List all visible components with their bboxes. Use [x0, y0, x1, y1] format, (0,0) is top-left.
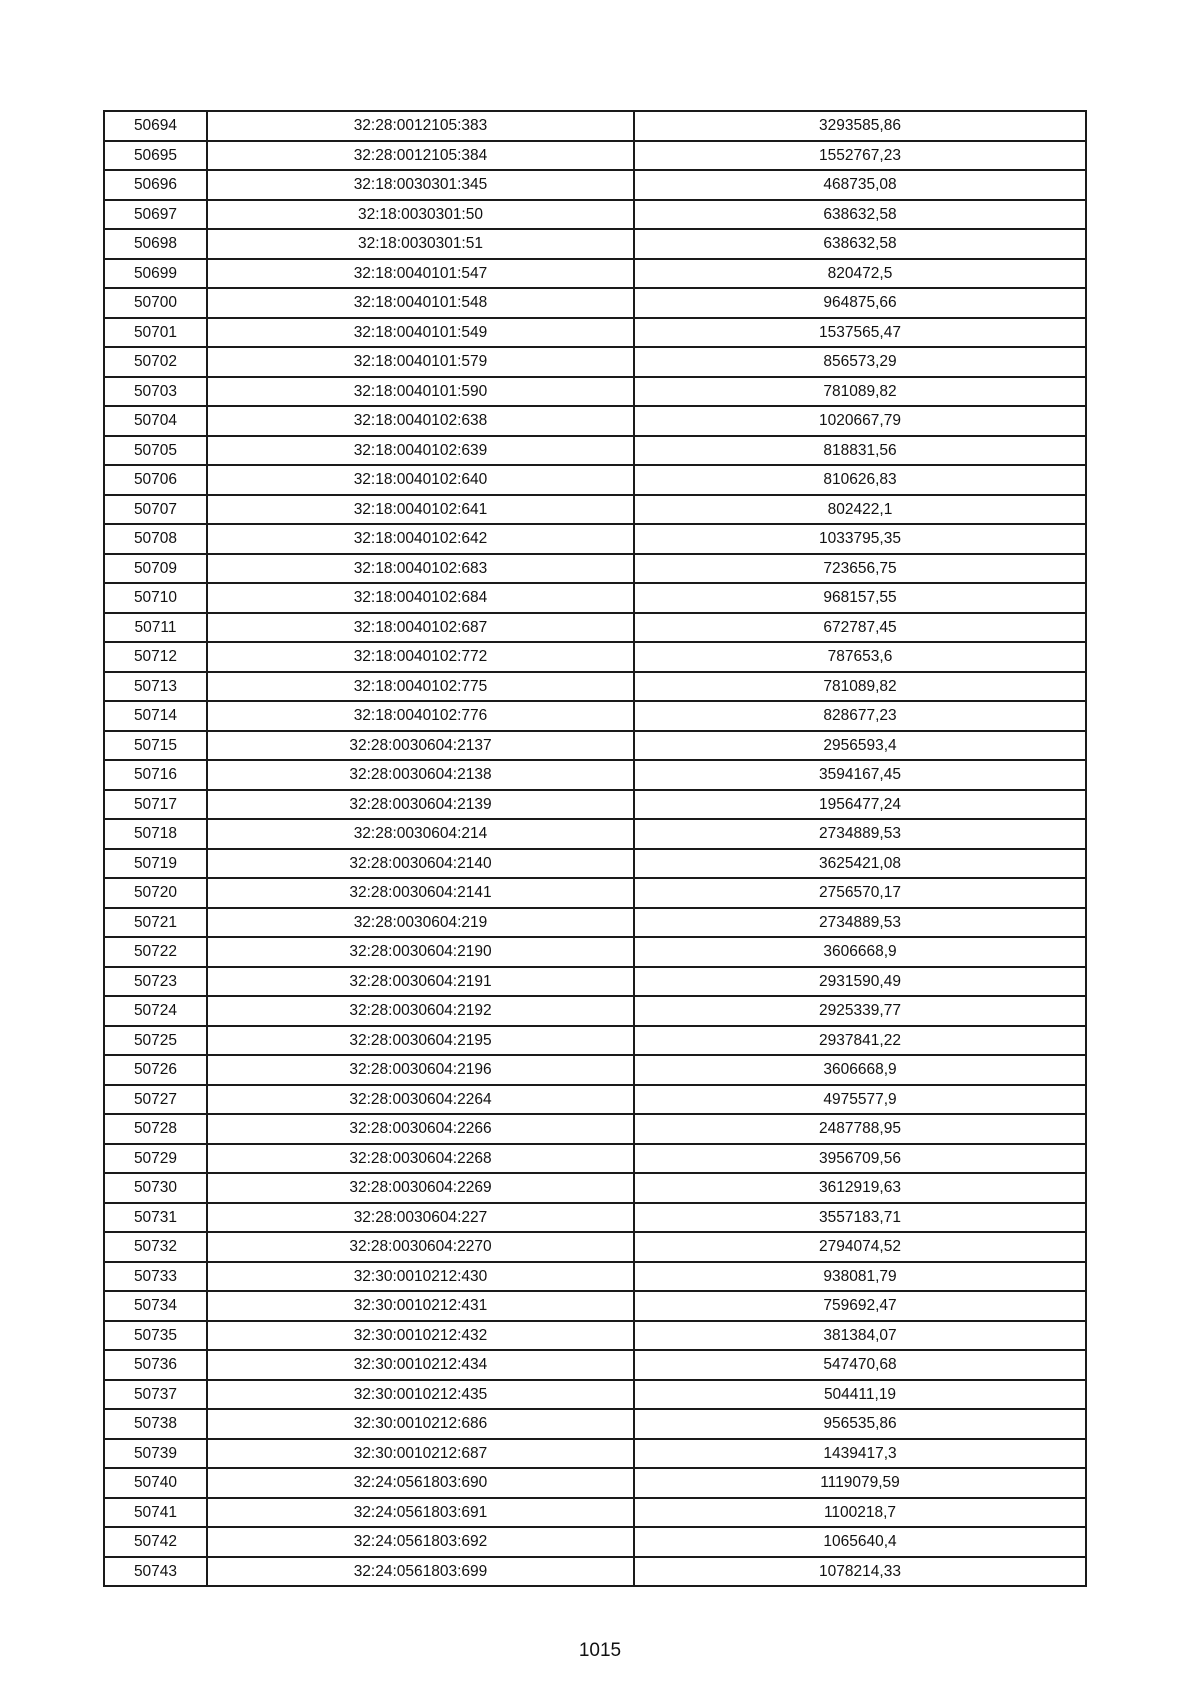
- cadastral-number-cell: 32:28:0030604:2268: [207, 1144, 634, 1174]
- table-row: [104, 318, 1086, 348]
- cadastral-value-cell: 2931590,49: [634, 967, 1086, 997]
- row-number-cell: 50728: [104, 1114, 207, 1144]
- cadastral-number-cell: 32:24:0561803:699: [207, 1557, 634, 1587]
- table-row: [104, 347, 1086, 377]
- cadastral-value-cell: 547470,68: [634, 1350, 1086, 1380]
- cadastral-value-cell: 781089,82: [634, 672, 1086, 702]
- cadastral-value-cell: 1020667,79: [634, 406, 1086, 436]
- table-row: [104, 996, 1086, 1026]
- table-row: [104, 229, 1086, 259]
- cadastral-number-cell: 32:30:0010212:686: [207, 1409, 634, 1439]
- row-number-cell: 50723: [104, 967, 207, 997]
- table-row: [104, 495, 1086, 525]
- table-row: [104, 259, 1086, 289]
- cadastral-number-cell: 32:18:0040101:547: [207, 259, 634, 289]
- row-number-cell: 50731: [104, 1203, 207, 1233]
- cadastral-value-cell: 810626,83: [634, 465, 1086, 495]
- cadastral-number-cell: 32:18:0040101:590: [207, 377, 634, 407]
- table-body: [104, 111, 1086, 1586]
- cadastral-number-cell: 32:18:0040102:640: [207, 465, 634, 495]
- table-row: [104, 141, 1086, 171]
- cadastral-number-cell: 32:28:0030604:2192: [207, 996, 634, 1026]
- row-number-cell: 50721: [104, 908, 207, 938]
- row-number-cell: 50738: [104, 1409, 207, 1439]
- cadastral-value-cell: 820472,5: [634, 259, 1086, 289]
- cadastral-number-cell: 32:18:0040101:548: [207, 288, 634, 318]
- row-number-cell: 50734: [104, 1291, 207, 1321]
- table-row: [104, 878, 1086, 908]
- row-number-cell: 50718: [104, 819, 207, 849]
- cadastral-value-cell: 3557183,71: [634, 1203, 1086, 1233]
- cadastral-number-cell: 32:28:0030604:2264: [207, 1085, 634, 1115]
- cadastral-value-cell: 802422,1: [634, 495, 1086, 525]
- cadastral-number-cell: 32:30:0010212:432: [207, 1321, 634, 1351]
- row-number-cell: 50717: [104, 790, 207, 820]
- cadastral-number-cell: 32:18:0040102:683: [207, 554, 634, 584]
- cadastral-number-cell: 32:30:0010212:430: [207, 1262, 634, 1292]
- cadastral-value-cell: 3625421,08: [634, 849, 1086, 879]
- cadastral-value-cell: 1100218,7: [634, 1498, 1086, 1528]
- table-row: [104, 1468, 1086, 1498]
- cadastral-number-cell: 32:18:0040101:579: [207, 347, 634, 377]
- cadastral-number-cell: 32:28:0030604:227: [207, 1203, 634, 1233]
- table-row: [104, 1498, 1086, 1528]
- row-number-cell: 50711: [104, 613, 207, 643]
- table-row: [104, 1409, 1086, 1439]
- row-number-cell: 50719: [104, 849, 207, 879]
- table-row: [104, 1026, 1086, 1056]
- row-number-cell: 50694: [104, 111, 207, 141]
- cadastral-value-cell: 968157,55: [634, 583, 1086, 613]
- cadastral-value-cell: 504411,19: [634, 1380, 1086, 1410]
- cadastral-number-cell: 32:18:0040102:639: [207, 436, 634, 466]
- table-row: [104, 760, 1086, 790]
- table-row: [104, 554, 1086, 584]
- row-number-cell: 50710: [104, 583, 207, 613]
- cadastral-number-cell: 32:18:0040102:776: [207, 701, 634, 731]
- cadastral-number-cell: 32:18:0040101:549: [207, 318, 634, 348]
- cadastral-value-cell: 781089,82: [634, 377, 1086, 407]
- row-number-cell: 50714: [104, 701, 207, 731]
- cadastral-value-cell: 2487788,95: [634, 1114, 1086, 1144]
- table-row: [104, 701, 1086, 731]
- cadastral-number-cell: 32:28:0030604:2195: [207, 1026, 634, 1056]
- cadastral-number-cell: 32:28:0030604:2137: [207, 731, 634, 761]
- cadastral-value-cell: 2925339,77: [634, 996, 1086, 1026]
- cadastral-number-cell: 32:28:0012105:384: [207, 141, 634, 171]
- table-row: [104, 377, 1086, 407]
- cadastral-number-cell: 32:30:0010212:435: [207, 1380, 634, 1410]
- row-number-cell: 50713: [104, 672, 207, 702]
- table-row: [104, 1527, 1086, 1557]
- row-number-cell: 50699: [104, 259, 207, 289]
- table-row: [104, 1203, 1086, 1233]
- table-row: [104, 170, 1086, 200]
- cadastral-value-cell: 2734889,53: [634, 908, 1086, 938]
- cadastral-number-cell: 32:24:0561803:692: [207, 1527, 634, 1557]
- row-number-cell: 50733: [104, 1262, 207, 1292]
- row-number-cell: 50702: [104, 347, 207, 377]
- row-number-cell: 50696: [104, 170, 207, 200]
- table-row: [104, 613, 1086, 643]
- cadastral-value-cell: 1065640,4: [634, 1527, 1086, 1557]
- cadastral-number-cell: 32:28:0030604:214: [207, 819, 634, 849]
- cadastral-number-cell: 32:18:0040102:684: [207, 583, 634, 613]
- table-row: [104, 583, 1086, 613]
- row-number-cell: 50729: [104, 1144, 207, 1174]
- cadastral-value-cell: 2756570,17: [634, 878, 1086, 908]
- row-number-cell: 50715: [104, 731, 207, 761]
- cadastral-value-cell: 3956709,56: [634, 1144, 1086, 1174]
- cadastral-number-cell: 32:28:0030604:2140: [207, 849, 634, 879]
- cadastral-number-cell: 32:18:0030301:345: [207, 170, 634, 200]
- row-number-cell: 50735: [104, 1321, 207, 1351]
- cadastral-value-cell: 638632,58: [634, 229, 1086, 259]
- cadastral-value-cell: 3594167,45: [634, 760, 1086, 790]
- table-row: [104, 111, 1086, 141]
- row-number-cell: 50739: [104, 1439, 207, 1469]
- table-row: [104, 288, 1086, 318]
- cadastral-number-cell: 32:28:0030604:2141: [207, 878, 634, 908]
- cadastral-number-cell: 32:18:0030301:50: [207, 200, 634, 230]
- table-row: [104, 1439, 1086, 1469]
- row-number-cell: 50707: [104, 495, 207, 525]
- cadastral-value-cell: 1119079,59: [634, 1468, 1086, 1498]
- table-row: [104, 1380, 1086, 1410]
- table-row: [104, 1144, 1086, 1174]
- cadastral-value-cell: 4975577,9: [634, 1085, 1086, 1115]
- cadastral-value-cell: 672787,45: [634, 613, 1086, 643]
- row-number-cell: 50695: [104, 141, 207, 171]
- cadastral-value-cell: 1956477,24: [634, 790, 1086, 820]
- row-number-cell: 50737: [104, 1380, 207, 1410]
- cadastral-value-cell: 964875,66: [634, 288, 1086, 318]
- cadastral-value-cell: 1439417,3: [634, 1439, 1086, 1469]
- cadastral-value-cell: 1537565,47: [634, 318, 1086, 348]
- cadastral-number-cell: 32:18:0040102:642: [207, 524, 634, 554]
- table-row: [104, 200, 1086, 230]
- table-row: [104, 967, 1086, 997]
- row-number-cell: 50709: [104, 554, 207, 584]
- cadastral-number-cell: 32:18:0040102:772: [207, 642, 634, 672]
- table-row: [104, 1557, 1086, 1587]
- cadastral-value-cell: 759692,47: [634, 1291, 1086, 1321]
- cadastral-number-cell: 32:28:0030604:2191: [207, 967, 634, 997]
- row-number-cell: 50716: [104, 760, 207, 790]
- cadastral-number-cell: 32:28:0030604:2139: [207, 790, 634, 820]
- cadastral-number-cell: 32:28:0030604:219: [207, 908, 634, 938]
- row-number-cell: 50722: [104, 937, 207, 967]
- cadastral-value-cell: 1078214,33: [634, 1557, 1086, 1587]
- cadastral-number-cell: 32:28:0030604:2138: [207, 760, 634, 790]
- row-number-cell: 50730: [104, 1173, 207, 1203]
- cadastral-value-cell: 3612919,63: [634, 1173, 1086, 1203]
- cadastral-value-cell: 3606668,9: [634, 937, 1086, 967]
- cadastral-value-cell: 2734889,53: [634, 819, 1086, 849]
- cadastral-value-cell: 938081,79: [634, 1262, 1086, 1292]
- row-number-cell: 50708: [104, 524, 207, 554]
- cadastral-number-cell: 32:28:0030604:2270: [207, 1232, 634, 1262]
- cadastral-value-table: [103, 110, 1087, 1587]
- row-number-cell: 50732: [104, 1232, 207, 1262]
- cadastral-value-cell: 787653,6: [634, 642, 1086, 672]
- row-number-cell: 50726: [104, 1055, 207, 1085]
- row-number-cell: 50704: [104, 406, 207, 436]
- page-number: 1015: [578, 1640, 622, 1661]
- cadastral-value-cell: 856573,29: [634, 347, 1086, 377]
- cadastral-number-cell: 32:18:0040102:641: [207, 495, 634, 525]
- cadastral-value-cell: 723656,75: [634, 554, 1086, 584]
- cadastral-number-cell: 32:18:0040102:687: [207, 613, 634, 643]
- table-row: [104, 819, 1086, 849]
- table-row: [104, 406, 1086, 436]
- row-number-cell: 50703: [104, 377, 207, 407]
- row-number-cell: 50706: [104, 465, 207, 495]
- table-row: [104, 1085, 1086, 1115]
- row-number-cell: 50720: [104, 878, 207, 908]
- table-row: [104, 436, 1086, 466]
- table-row: [104, 1321, 1086, 1351]
- cadastral-value-cell: 1552767,23: [634, 141, 1086, 171]
- cadastral-number-cell: 32:28:0030604:2196: [207, 1055, 634, 1085]
- cadastral-number-cell: 32:24:0561803:691: [207, 1498, 634, 1528]
- row-number-cell: 50742: [104, 1527, 207, 1557]
- row-number-cell: 50705: [104, 436, 207, 466]
- table-row: [104, 849, 1086, 879]
- row-number-cell: 50725: [104, 1026, 207, 1056]
- row-number-cell: 50698: [104, 229, 207, 259]
- cadastral-value-cell: 468735,08: [634, 170, 1086, 200]
- row-number-cell: 50736: [104, 1350, 207, 1380]
- cadastral-value-cell: 828677,23: [634, 701, 1086, 731]
- cadastral-value-cell: 1033795,35: [634, 524, 1086, 554]
- row-number-cell: 50724: [104, 996, 207, 1026]
- cadastral-number-cell: 32:30:0010212:687: [207, 1439, 634, 1469]
- cadastral-number-cell: 32:30:0010212:434: [207, 1350, 634, 1380]
- table-row: [104, 1262, 1086, 1292]
- row-number-cell: 50743: [104, 1557, 207, 1587]
- table-row: [104, 524, 1086, 554]
- cadastral-number-cell: 32:28:0030604:2269: [207, 1173, 634, 1203]
- table-row: [104, 1055, 1086, 1085]
- cadastral-number-cell: 32:28:0030604:2190: [207, 937, 634, 967]
- row-number-cell: 50712: [104, 642, 207, 672]
- row-number-cell: 50727: [104, 1085, 207, 1115]
- cadastral-value-cell: 3606668,9: [634, 1055, 1086, 1085]
- cadastral-number-cell: 32:28:0012105:383: [207, 111, 634, 141]
- cadastral-value-cell: 3293585,86: [634, 111, 1086, 141]
- cadastral-number-cell: 32:18:0040102:775: [207, 672, 634, 702]
- table-row: [104, 790, 1086, 820]
- row-number-cell: 50741: [104, 1498, 207, 1528]
- table-row: [104, 1232, 1086, 1262]
- table-row: [104, 1114, 1086, 1144]
- table-row: [104, 672, 1086, 702]
- table-row: [104, 642, 1086, 672]
- cadastral-value-cell: 2794074,52: [634, 1232, 1086, 1262]
- cadastral-value-cell: 956535,86: [634, 1409, 1086, 1439]
- table-row: [104, 908, 1086, 938]
- cadastral-value-cell: 2956593,4: [634, 731, 1086, 761]
- cadastral-number-cell: 32:28:0030604:2266: [207, 1114, 634, 1144]
- row-number-cell: 50697: [104, 200, 207, 230]
- table-row: [104, 731, 1086, 761]
- cadastral-value-cell: 638632,58: [634, 200, 1086, 230]
- table-row: [104, 1291, 1086, 1321]
- table-row: [104, 1173, 1086, 1203]
- cadastral-number-cell: 32:30:0010212:431: [207, 1291, 634, 1321]
- cadastral-value-cell: 818831,56: [634, 436, 1086, 466]
- cadastral-number-cell: 32:18:0040102:638: [207, 406, 634, 436]
- row-number-cell: 50700: [104, 288, 207, 318]
- cadastral-value-cell: 2937841,22: [634, 1026, 1086, 1056]
- row-number-cell: 50740: [104, 1468, 207, 1498]
- cadastral-number-cell: 32:18:0030301:51: [207, 229, 634, 259]
- table-row: [104, 465, 1086, 495]
- row-number-cell: 50701: [104, 318, 207, 348]
- table-row: [104, 1350, 1086, 1380]
- cadastral-value-cell: 381384,07: [634, 1321, 1086, 1351]
- table-row: [104, 937, 1086, 967]
- cadastral-number-cell: 32:24:0561803:690: [207, 1468, 634, 1498]
